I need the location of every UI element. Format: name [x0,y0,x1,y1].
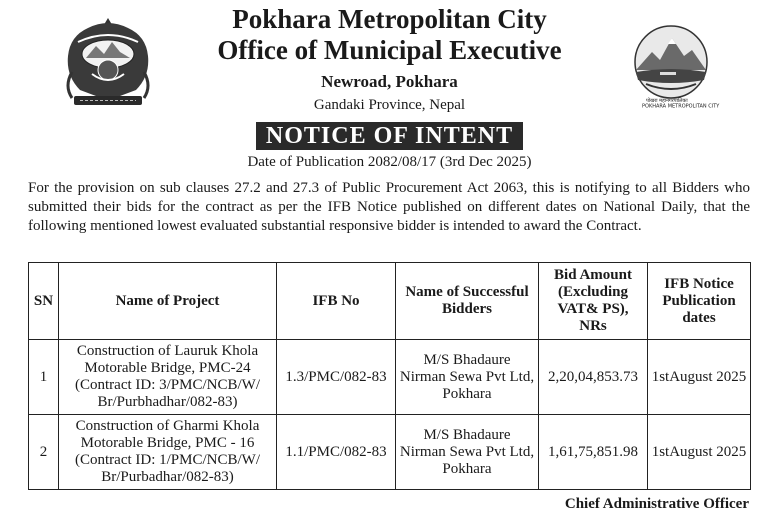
bidder-table [28,262,751,490]
logo-caption-english: POKHARA METROPOLITAN CITY [642,103,720,108]
table-header-row [29,263,751,340]
publication-date: Date of Publication 2082/08/17 (3rd Dec 2025) [247,154,532,170]
cell-project: Construction of Gharmi Khola Motorable Bridge, PMC - 16 (Contract ID: 1/PMC/NCB/W/ Br/Purbadhar/082-83) [59,415,277,490]
cell-bidder: M/S Bhadaure Nirman Sewa Pvt Ltd, Pokhara [396,415,539,490]
cell-amount: 2,20,04,853.73 [539,340,648,415]
cell-bidder: M/S Bhadaure Nirman Sewa Pvt Ltd, Pokhara [396,340,539,415]
cell-ifb-date: 1stAugust 2025 [648,415,751,490]
pokhara-metropolitan-city-logo-icon [622,22,720,108]
office-title: Office of Municipal Executive [217,35,562,65]
header-ifb-date: IFB Notice Publication dates [648,263,751,340]
table-row [29,340,751,415]
header-ifb-no: IFB No [277,263,396,340]
logo-caption-nepali: पोखरा महानगरपालिका [646,98,688,104]
header-project: Name of Project [59,263,277,340]
org-title: Pokhara Metropolitan City [232,4,547,34]
notice-banner [0,122,779,150]
cell-ifb-no: 1.1/PMC/082-83 [277,415,396,490]
address-line: Newroad, Pokhara [321,72,458,91]
cell-sn: 1 [29,340,59,415]
intro-paragraph: For the provision on sub clauses 27.2 and 27.3 of Public Procurement Act 2063, this is notifying to all Bidders who submitted their bids for the contract as per the IFB Notice published on different dates on National Daily, that the following mentioned lowest evaluated substantial responsive bidder is intended to award the Contract. [28,180,750,234]
signatory: Chief Administrative Officer [564,496,749,512]
cell-sn: 2 [29,415,59,490]
table-row [29,415,751,490]
header-amount: Bid Amount (Excluding VAT& PS), NRs [539,263,648,340]
notice-header [0,0,779,170]
header-bidders: Name of Successful Bidders [396,263,539,340]
cell-amount: 1,61,75,851.98 [539,415,648,490]
cell-project: Construction of Lauruk Khola Motorable Bridge, PMC-24 (Contract ID: 3/PMC/NCB/W/ Br/Purbhadhar/082-83) [59,340,277,415]
notice-title: NOTICE OF INTENT [256,122,523,150]
province-line: Gandaki Province, Nepal [313,97,466,113]
cell-ifb-no: 1.3/PMC/082-83 [277,340,396,415]
header-sn: SN [29,263,59,340]
cell-ifb-date: 1stAugust 2025 [648,340,751,415]
